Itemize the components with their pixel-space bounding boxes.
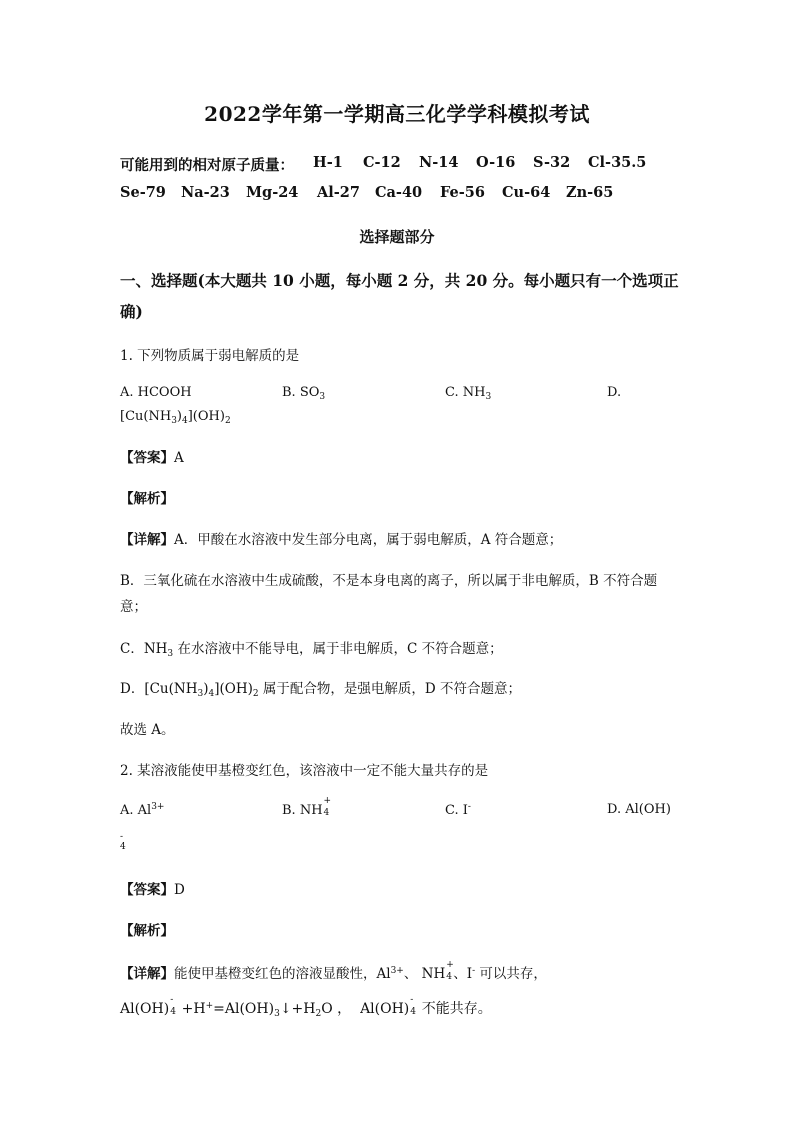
q1-detail-a: 【详解】A．甲酸在水溶液中发生部分电离，属于弱电解质，A 符合题意； [120, 532, 563, 548]
q2-option-c: C. I- [445, 802, 471, 818]
atomic-mass-item: Fe-56 [440, 184, 485, 201]
q2-answer: 【答案】D [120, 882, 185, 898]
atomic-mass-item: Mg-24 [246, 184, 299, 201]
part-heading-line-1: 一、选择题(本大题共 10 小题，每小题 2 分，共 20 分。每小题只有一个选项正 [120, 271, 679, 290]
q1-answer: 【答案】A [120, 450, 184, 466]
atomic-mass-item: S-32 [533, 154, 571, 171]
q1-stem: 1. 下列物质属于弱电解质的是 [120, 348, 300, 364]
q2-analysis-tag: 【解析】 [120, 923, 174, 939]
atomic-mass-item: Al-27 [317, 184, 360, 201]
q2-stem: 2. 某溶液能使甲基橙变红色，该溶液中一定不能大量共存的是 [120, 763, 489, 779]
atomic-mass-item: C-12 [363, 154, 401, 171]
q2-options [120, 796, 720, 820]
q1-option-d-formula: $[Cu(NH_3)_4](OH)_2$ [120, 409, 231, 426]
atomic-mass-item: Ca-40 [375, 184, 423, 201]
section-title: 选择题部分 [359, 228, 435, 246]
q2-option-a: A. $Al^{3+}$ [120, 802, 165, 818]
detail-tag: 【详解】 [120, 966, 174, 982]
q1-detail-c: C．$NH_3$ 在水溶液中不能导电，属于非电解质，C 不符合题意； [120, 641, 503, 659]
atomic-mass-item: Se-79 [120, 184, 166, 201]
q1-option-b: B. $SO_3$ [282, 385, 326, 402]
q1-conclusion: 故选 A。 [120, 722, 175, 738]
atomic-mass-item: Cl-35.5 [588, 154, 647, 171]
atomic-mass-item: O-16 [476, 154, 516, 171]
part-heading-line-2: 确) [120, 302, 143, 321]
atomic-mass-item: Cu-64 [502, 184, 551, 201]
atomic-mass-label: 可能用到的相对原子质量： [120, 157, 294, 174]
q1-detail-b-2: 意； [120, 599, 147, 615]
q1-option-a: A. HCOOH [120, 385, 192, 400]
exam-title: 2022学年第一学期高三化学学科模拟考试 [204, 102, 590, 126]
atomic-mass-item: Na-23 [181, 184, 230, 201]
q2-option-d: D. Al(OH) [607, 802, 671, 817]
atomic-mass-item: N-14 [419, 154, 459, 171]
q1-detail-d: D．$[Cu(NH_3)_4](OH)_2$ 属于配合物，是强电解质，D 不符合题意； [120, 681, 522, 699]
q1-option-c: C. $NH_3$ [445, 385, 492, 402]
answer-tag: 【答案】 [120, 450, 174, 466]
q1-analysis-tag: 【解析】 [120, 491, 174, 507]
q2-detail-1: 【详解】能使甲基橙变红色的溶液显酸性，$Al^{3+}$、 NH + 4 、I- 可以共存， [120, 960, 547, 982]
atomic-mass-item: Zn-65 [566, 184, 614, 201]
q2-equation: Al(OH) - 4 $+H^+=Al(OH)_3↓+H_2O$ ， Al(OH) - 4 不能共存。 [120, 995, 492, 1019]
q2-option-b: B. NH + 4 [282, 796, 332, 818]
q2-option-d-charge: - 4 [120, 832, 126, 852]
detail-tag: 【详解】 [120, 532, 174, 548]
answer-tag: 【答案】 [120, 882, 174, 898]
q1-options [120, 385, 720, 403]
q1-detail-b-1: B．三氧化硫在水溶液中生成硫酸，不是本身电离的离子，所以属于非电解质，B 不符合题 [120, 573, 658, 589]
q1-option-d: D. [607, 385, 622, 400]
atomic-mass-item: H-1 [313, 154, 343, 171]
